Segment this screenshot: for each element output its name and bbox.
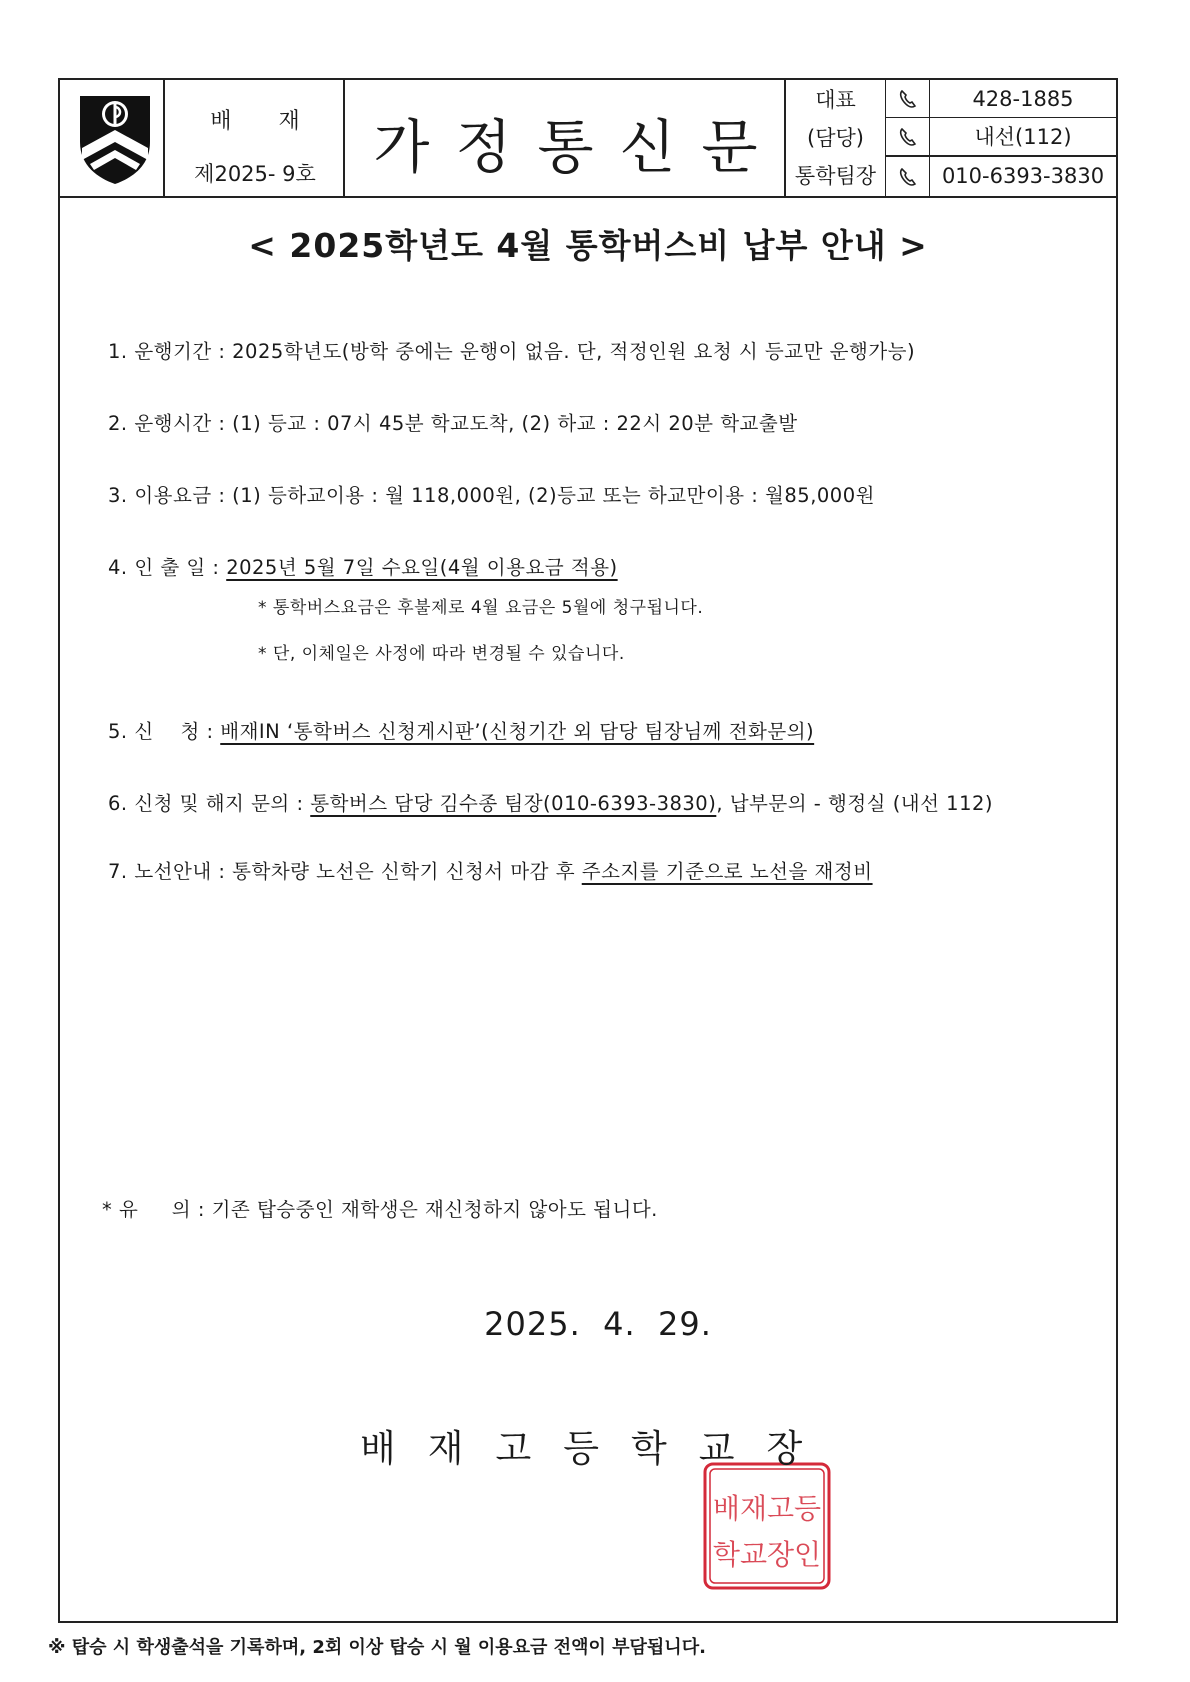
issue-date: 2025. 4. 29. [484, 1305, 712, 1343]
item-text-underlined: 통학버스 담당 김수종 팀장(010-6393-3830) [310, 792, 717, 815]
item-separator: : [289, 792, 311, 815]
phone-icon [886, 118, 930, 155]
item-separator: : [205, 556, 227, 579]
item-text-underlined: 주소지를 기준으로 노선을 재정비 [581, 860, 873, 883]
item-separator: : [211, 484, 233, 507]
item-text: , 납부문의 - 행정실 (내선 112) [716, 792, 994, 815]
note-billing: * 통학버스요금은 후불제로 4월 요금은 5월에 청구됩니다. [258, 598, 704, 618]
official-seal-icon [701, 1460, 833, 1592]
letter-header [60, 80, 1116, 198]
item-number: 7. [108, 860, 128, 883]
item-text: 2025학년도(방학 중에는 운행이 없음. 단, 적정인원 요청 시 등교만 운행가능) [232, 340, 916, 363]
contact-row-team [786, 157, 1116, 196]
item-separator: : [211, 340, 233, 363]
item-fee [108, 480, 875, 508]
item-separator: : [211, 860, 233, 883]
item-label: 노선안내 [134, 860, 212, 883]
item-separator: : [199, 720, 221, 743]
item-number: 6. [108, 792, 128, 815]
caution-label: * 유 의 [102, 1198, 192, 1221]
item-text: 2025년 5월 7일 수요일(4월 이용요금 적용) [226, 556, 618, 579]
rep-label-line1: 대표 [815, 88, 856, 112]
team-phone: 010-6393-3830 [941, 164, 1105, 188]
rep-label-line2: (담당) [807, 126, 864, 150]
issue-number: 제2025- 9호 [194, 162, 316, 186]
item-operating-period [108, 336, 915, 364]
school-crest-icon [76, 90, 154, 186]
rep-phone: 428-1885 [972, 87, 1074, 111]
item-number: 5. [108, 720, 128, 743]
item-label: 신청 및 해지 문의 [134, 792, 290, 815]
document-frame [58, 78, 1118, 1623]
item-number: 2. [108, 412, 128, 435]
item-number: 4. [108, 556, 128, 579]
item-route [108, 856, 873, 884]
item-operating-time [108, 408, 798, 436]
contact-row-rep [886, 80, 1116, 118]
item-label: 운행기간 [134, 340, 212, 363]
school-label: 배 재 [210, 109, 320, 134]
item-label: 이용요금 [134, 484, 212, 507]
contact-table [786, 80, 1116, 196]
notice-title: < 2025학년도 4월 통학버스비 납부 안내 > [248, 226, 928, 265]
item-text: 통학차량 노선은 신학기 신청서 마감 후 [232, 860, 582, 883]
item-label: 인 출 일 [134, 556, 206, 579]
item-number: 1. [108, 340, 128, 363]
item-text: (1) 등교 : 07시 45분 학교도착, (2) 하교 : 22시 20분 학교출발 [232, 412, 798, 435]
footer-note: ※ 탑승 시 학생출석을 기록하며, 2회 이상 탑승 시 월 이용요금 전액이 부담됩니다. [48, 1637, 706, 1658]
item-inquiry [108, 788, 993, 816]
document-title: 가정통신문 [373, 113, 784, 181]
note-date-change: * 단, 이체일은 사정에 따라 변경될 수 있습니다. [258, 644, 625, 664]
phone-icon [886, 157, 930, 196]
extension: 내선(112) [974, 125, 1072, 149]
phone-icon [886, 80, 930, 117]
item-withdrawal-date [108, 552, 618, 580]
item-text: 배재IN ‘통학버스 신청게시판’(신청기간 외 담당 팀장님께 전화문의) [220, 720, 815, 743]
seal-line-1: 배재고등 [712, 1492, 822, 1525]
seal-line-2: 학교장인 [712, 1538, 822, 1571]
item-separator: : [211, 412, 233, 435]
logo-cell [60, 80, 165, 196]
caution-text: : 기존 탑승중인 재학생은 재신청하지 않아도 됩니다. [191, 1198, 658, 1221]
item-label: 신 청 [134, 720, 200, 743]
item-text: (1) 등하교이용 : 월 118,000원, (2)등교 또는 하교만이용 : 월85,000원 [232, 484, 875, 507]
caution-note [102, 1194, 658, 1222]
item-application [108, 716, 814, 744]
title-cell [345, 80, 786, 196]
rep-label [786, 80, 886, 157]
team-label: 통학팀장 [786, 157, 886, 196]
item-number: 3. [108, 484, 128, 507]
principal-signature: 배재고등학교장 [360, 1427, 835, 1470]
contact-row-extension [886, 118, 1116, 157]
school-issue-cell [165, 80, 345, 196]
item-label: 운행시간 [134, 412, 212, 435]
